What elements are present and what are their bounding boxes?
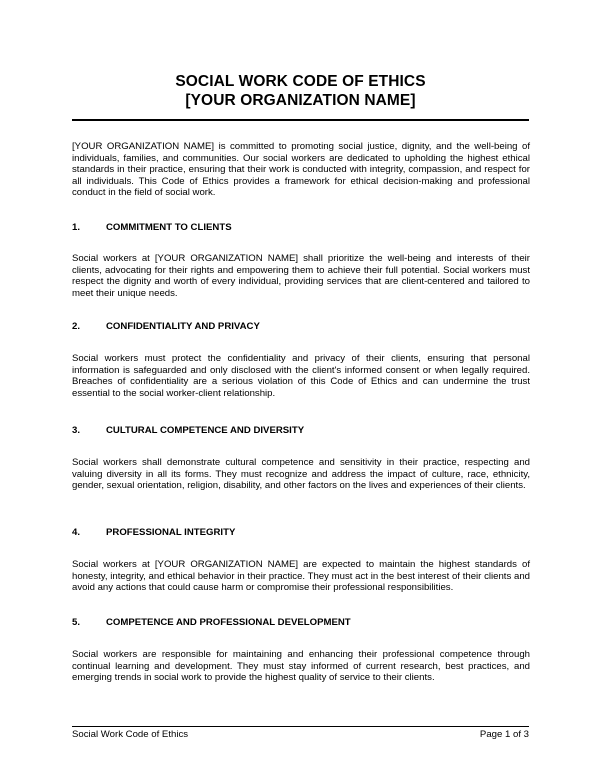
section-title: PROFESSIONAL INTEGRITY xyxy=(106,527,236,538)
document-title xyxy=(72,72,529,110)
section-4-body: Social workers at [YOUR ORGANIZATION NAME] are expected to maintain the highest standards of honesty, integrity, and ethical behavior in their practice. They must act in the best interest of their clients and avoid any actions that could cause harm or compromise their professional responsibilities. xyxy=(72,559,530,594)
section-2-body: Social workers must protect the confidentiality and privacy of their clients, ensuring that personal information is safeguarded and only disclosed with the client's informed consent or when legally required. Breaches of confidentiality are a serious violation of this Code of Ethics and can undermine the trust essential to the social worker-client relationship. xyxy=(72,353,530,399)
section-title: CONFIDENTIALITY AND PRIVACY xyxy=(106,321,260,332)
section-title: COMMITMENT TO CLIENTS xyxy=(106,222,232,233)
section-1-body: Social workers at [YOUR ORGANIZATION NAME] shall prioritize the well-being and interests of their clients, advocating for their rights and empowering them to achieve their full potential. Social workers must respect the dignity and worth of every individual, providing services that are client-centered and tailored to meet their unique needs. xyxy=(72,253,530,299)
section-3-body: Social workers shall demonstrate cultural competence and sensitivity in their practice, respecting and valuing diversity in all its forms. They must recognize and address the impact of culture, race, ethnicity, gender, sexual orientation, religion, disability, and other factors on the lives and experiences of their clients. xyxy=(72,457,530,492)
title-line-2: [YOUR ORGANIZATION NAME] xyxy=(185,92,416,109)
title-line-1: SOCIAL WORK CODE OF ETHICS xyxy=(175,73,426,90)
footer-divider xyxy=(72,726,529,727)
intro-paragraph: [YOUR ORGANIZATION NAME] is committed to promoting social justice, dignity, and the well-being of individuals, families, and communities. Our social workers are dedicated to upholding the highest ethical standards in their practice, ensuring that their work is conducted with integrity, compassion, and respect for all individuals. This Code of Ethics provides a framework for ethical decision-making and professional conduct in the field of social work. xyxy=(72,141,530,199)
section-number: 5. xyxy=(72,617,81,628)
section-number: 4. xyxy=(72,527,81,538)
section-title: CULTURAL COMPETENCE AND DIVERSITY xyxy=(106,425,305,436)
section-number: 3. xyxy=(72,425,81,436)
footer-page-number: Page 1 of 3 xyxy=(479,729,529,740)
section-number: 2. xyxy=(72,321,81,332)
section-number: 1. xyxy=(72,222,81,233)
section-5-body: Social workers are responsible for maintaining and enhancing their professional competence through continual learning and development. They must stay informed of current research, best practices, and emerging trends in social work to provide the highest quality of service to their clients. xyxy=(72,649,530,684)
section-title: COMPETENCE AND PROFESSIONAL DEVELOPMENT xyxy=(106,617,351,628)
footer-document-title: Social Work Code of Ethics xyxy=(72,729,189,740)
title-divider xyxy=(72,119,529,121)
